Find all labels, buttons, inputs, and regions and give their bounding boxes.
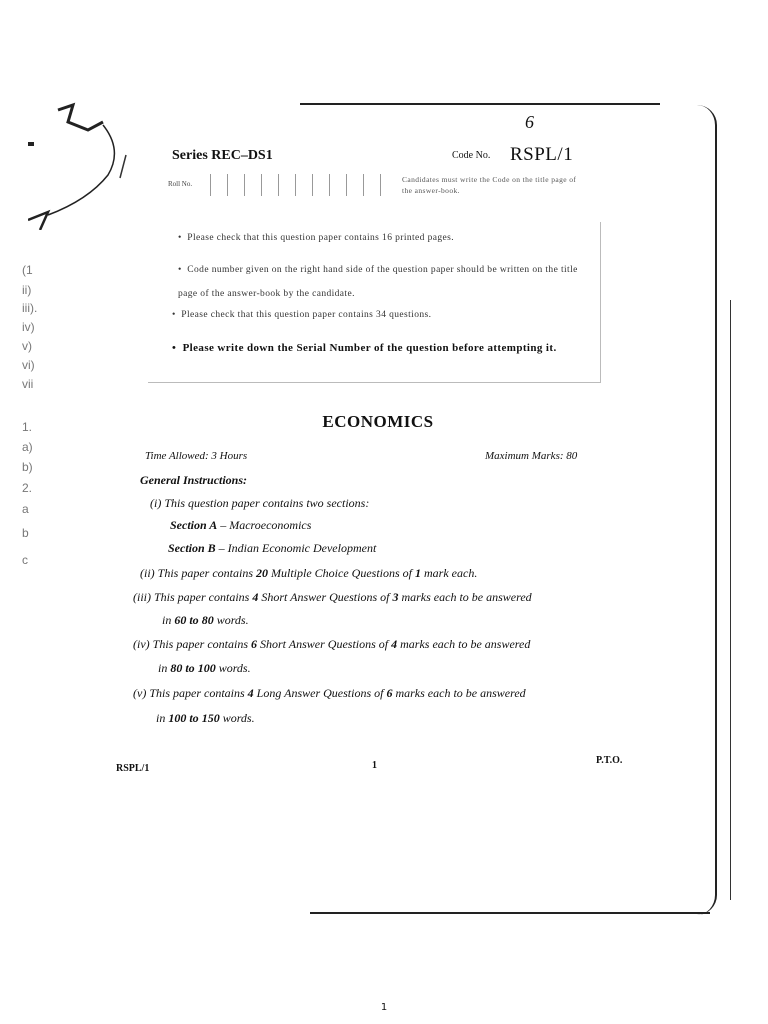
- instruction-bullet-2: • Code number given on the right hand side of the question paper should be written on the title page of the answer-book by the candidate.: [178, 265, 578, 299]
- candidate-note: Candidates must write the Code on the title page of the answer-book.: [402, 175, 577, 195]
- margin-fragment: iv): [22, 320, 35, 334]
- scribble-mark: [28, 100, 138, 230]
- roll-box: [346, 174, 363, 196]
- code-label: Code No.: [452, 150, 491, 161]
- margin-fragment: c: [22, 553, 28, 567]
- maximum-marks: Maximum Marks: 80: [485, 450, 578, 462]
- margin-fragment: 2.: [22, 481, 33, 495]
- instruction-iii-cont: in 60 to 80 words.: [162, 613, 249, 627]
- instruction-v-cont: in 100 to 150 words.: [156, 711, 255, 725]
- page-number: 1: [380, 1002, 388, 1013]
- footer-page-number: 1: [372, 760, 377, 771]
- margin-fragment: a): [22, 440, 33, 454]
- roll-label: Roll No.: [168, 180, 193, 188]
- margin-fragment: iii).: [22, 301, 38, 315]
- roll-number-boxes: [210, 174, 381, 196]
- footer-pto: P.T.O.: [596, 755, 623, 766]
- general-instructions-heading: General Instructions:: [140, 473, 248, 487]
- instruction-i: (i) This question paper contains two sections:: [150, 496, 370, 510]
- instruction-bullet-1: • Please check that this question paper contains 16 printed pages.: [178, 233, 455, 243]
- instruction-iii: (iii) This paper contains 4 Short Answer Questions of 3 marks each to be answered: [133, 590, 532, 604]
- instruction-bullet-3: • Please check that this question paper contains 34 questions.: [172, 310, 432, 320]
- handwritten-mark: 6: [525, 112, 534, 132]
- subject-title: ECONOMICS: [322, 412, 434, 431]
- roll-box: [278, 174, 295, 196]
- time-allowed: Time Allowed: 3 Hours: [145, 450, 248, 462]
- roll-box: [329, 174, 346, 196]
- margin-fragment: b: [22, 526, 29, 540]
- roll-box: [244, 174, 261, 196]
- roll-box: [210, 174, 227, 196]
- paper-edge-bottom: [310, 912, 710, 914]
- margin-fragment: 1.: [22, 420, 33, 434]
- roll-box: [261, 174, 278, 196]
- roll-box: [312, 174, 329, 196]
- section-a: Section A – Macroeconomics: [170, 518, 312, 532]
- margin-fragment: vii: [22, 377, 34, 391]
- paper-edge-top: [300, 103, 660, 105]
- paper-edge-under: [700, 300, 731, 900]
- instruction-iv-cont: in 80 to 100 words.: [158, 661, 251, 675]
- margin-fragment: v): [22, 339, 32, 353]
- instruction-v: (v) This paper contains 4 Long Answer Questions of 6 marks each to be answered: [133, 686, 526, 700]
- instruction-iv: (iv) This paper contains 6 Short Answer Questions of 4 marks each to be answered: [133, 637, 531, 651]
- section-b: Section B – Indian Economic Development: [168, 541, 377, 555]
- roll-box: [227, 174, 244, 196]
- roll-box: [363, 174, 381, 196]
- margin-fragment: (1: [22, 263, 33, 277]
- margin-fragment: b): [22, 460, 33, 474]
- roll-box: [295, 174, 312, 196]
- margin-fragment: a: [22, 502, 29, 516]
- series-label: Series REC–DS1: [172, 148, 273, 163]
- margin-fragment: ii): [22, 283, 32, 297]
- instruction-ii: (ii) This paper contains 20 Multiple Choice Questions of 1 mark each.: [140, 566, 478, 580]
- margin-fragment: vi): [22, 358, 35, 372]
- instruction-bullet-4: • Please write down the Serial Number of the question before attempting it.: [172, 342, 557, 354]
- footer-code: RSPL/1: [116, 763, 150, 774]
- code-value: RSPL/1: [510, 144, 574, 165]
